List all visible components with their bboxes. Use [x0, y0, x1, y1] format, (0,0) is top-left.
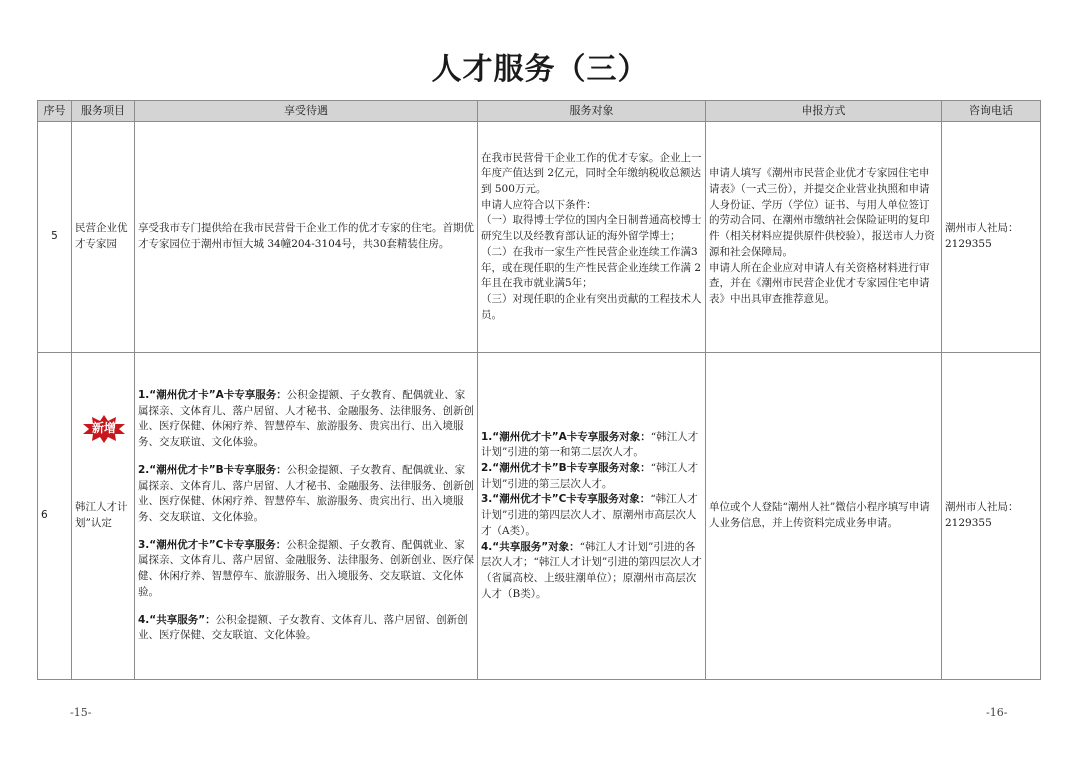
table-header-row — [38, 101, 1041, 122]
right-page-number: -16- — [986, 706, 1008, 719]
phone-cell — [942, 353, 1041, 680]
table-row — [38, 122, 1041, 353]
table-row — [38, 353, 1041, 680]
target-text: “韩江人才计划”引进的第四层次人才、原潮州市高层次人才（A类）。 — [481, 493, 698, 537]
phone-cell — [942, 122, 1041, 353]
left-page-number: -15- — [70, 706, 92, 719]
target-line: 在我市民营骨干企业工作的优才专家。企业上一年度产值达到 2亿元，同时全年缴纳税收总额达到 500万元。 — [481, 151, 702, 196]
target-title: 2.“潮州优才卡”B卡专享服务对象： — [481, 462, 651, 475]
target-line: （一）取得博士学位的国内全日制普通高校博士研究生以及经教育部认证的海外留学博士； — [481, 214, 702, 243]
header-phone: 咨询电话 — [942, 101, 1041, 122]
phone-label: 潮州市人社局： — [945, 501, 1019, 514]
header-target: 服务对象 — [478, 101, 706, 122]
benefit-text: 公积金提额、子女教育、配偶就业、家属探亲、文体育儿、落户居留、人才秘书、金融服务、法律服务、创新创业、医疗保健、休闲疗养、智慧停车、旅游服务、贵宾出行、出入境服务、交友联谊、文化体验。 — [138, 463, 474, 523]
target-line: （三）对现任职的企业有突出贡献的工程技术人员。 — [481, 292, 702, 321]
target-text: “韩江人才计划”引进的第三层次人才。 — [481, 462, 698, 490]
benefit-block — [138, 613, 474, 644]
benefit-text: 公积金提额、子女教育、配偶就业、家属探亲、文体育儿、落户居留、人才秘书、金融服务、法律服务、创新创业、医疗保健、休闲疗养、智慧停车、旅游服务、贵宾出行、出入境服务、交友联谊、文化体验。 — [138, 389, 474, 449]
benefit-text: 公积金提额、子女教育、文体育儿、落户居留、创新创业、医疗保健、交友联谊、文化体验。 — [138, 613, 468, 642]
benefit-cell: 享受我市专门提供给在我市民营骨干企业工作的优才专家的住宅。首期优才专家园位于潮州市恒大城 34幢204-3104号，共30套精装住房。 — [135, 122, 478, 353]
target-line: （二）在我市一家生产性民营企业连续工作满3年，或在现任职的生产性民营企业连续工作满 2年且在我市就业满5年； — [481, 245, 702, 290]
benefit-title: 1.“潮州优才卡”A卡专享服务： — [138, 389, 287, 402]
target-text: “韩江人才计划”引进的各层次人才；“韩江人才计划”引进的第四层次人才（省属高校、上级驻潮单位）；原潮州市高层次人才（B类）。 — [481, 540, 702, 600]
benefit-block — [138, 463, 474, 526]
service-item: 韩江人才计划”认定 — [75, 501, 128, 529]
target-block — [481, 492, 702, 539]
row-index: 6 — [38, 353, 72, 680]
page-title: 人才服务（三） — [431, 52, 649, 87]
phone-number: 2129355 — [945, 517, 992, 529]
target-cell — [478, 353, 706, 680]
service-item: 民营企业优才专家园 — [72, 122, 135, 353]
row-index: 5 — [38, 122, 72, 353]
benefit-cell — [135, 353, 478, 680]
new-badge — [82, 415, 126, 443]
header-benefit: 享受待遇 — [135, 101, 478, 122]
target-text: “韩江人才计划”引进的第一和第二层次人才。 — [481, 430, 699, 459]
badge-label: 新增 — [91, 421, 116, 435]
benefit-title: 2.“潮州优才卡”B卡专享服务： — [138, 463, 287, 476]
benefit-block — [138, 388, 474, 451]
header-index: 序号 — [38, 101, 72, 122]
target-title: 4.“共享服务”对象： — [481, 540, 580, 553]
phone-label: 潮州市人社局： — [945, 222, 1019, 235]
method-cell — [706, 122, 942, 353]
target-cell — [478, 122, 706, 353]
target-block — [481, 540, 702, 603]
target-title: 1.“潮州优才卡”A卡专享服务对象： — [481, 430, 651, 443]
method-line: 申请人填写《潮州市民营企业优才专家园住宅申请表》（一式三份），并提交企业营业执照和申请人身份证、学历（学位）证书、与用人单位签订的劳动合同、在潮州市缴纳社会保险证明的复印件（相关材料应提供原件供校验），报送市人力资源和社会保障局。 — [709, 167, 935, 258]
benefit-text: 公积金提额、子女教育、配偶就业、家属探亲、文体育儿、落户居留、金融服务、法律服务、创新创业、医疗保健、休闲疗养、智慧停车、旅游服务、出入境服务、交友联谊、文化体验。 — [138, 538, 474, 598]
target-block — [481, 430, 702, 461]
benefit-title: 4.“共享服务”： — [138, 613, 216, 626]
target-title: 3.“潮州优才卡”C卡专享服务对象： — [481, 493, 651, 506]
benefit-title: 3.“潮州优才卡”C卡专享服务： — [138, 538, 287, 551]
target-block — [481, 461, 702, 492]
header-method: 申报方式 — [706, 101, 942, 122]
method-cell: 单位或个人登陆“潮州人社”微信小程序填写申请人业务信息，并上传资料完成业务申请。 — [706, 353, 942, 680]
method-line: 申请人所在企业应对申请人有关资格材料进行审查，并在《潮州市民营企业优才专家园住宅申请表》中出具审查推荐意见。 — [709, 261, 930, 305]
phone-number: 2129355 — [945, 238, 992, 250]
talent-services-table — [37, 100, 1041, 680]
target-line: 申请人应符合以下条件： — [481, 198, 597, 211]
service-item-cell — [72, 353, 135, 680]
benefit-block — [138, 538, 474, 601]
header-service-item: 服务项目 — [72, 101, 135, 122]
